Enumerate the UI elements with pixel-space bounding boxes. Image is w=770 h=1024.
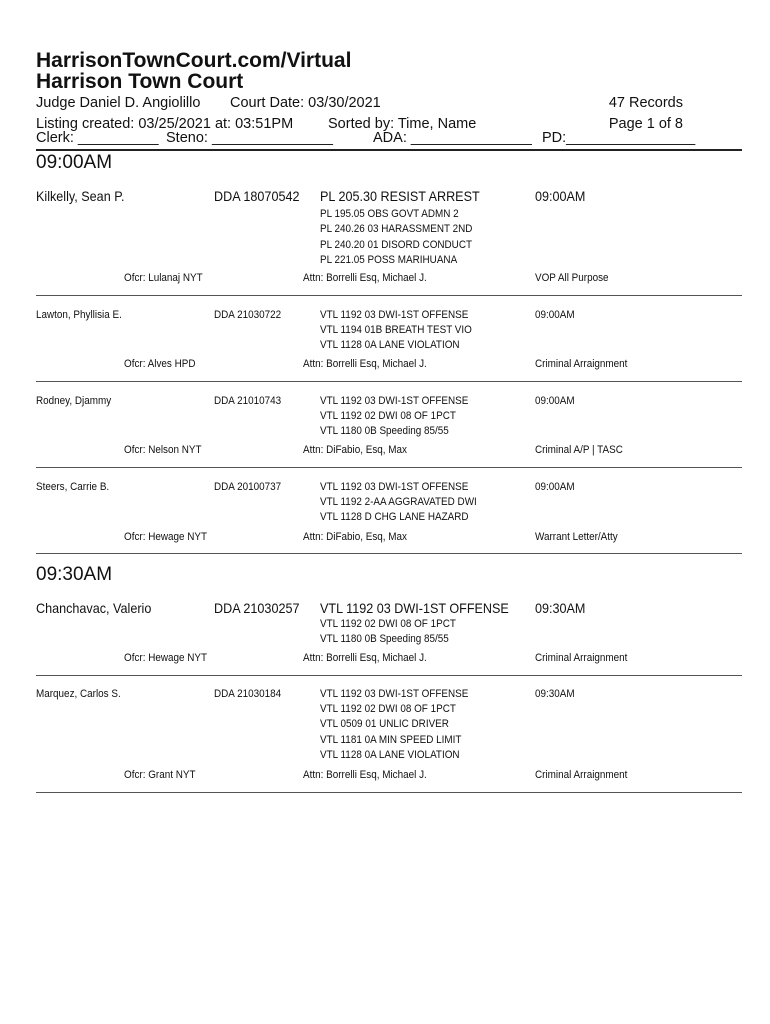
attorney: Attn: DiFabio, Esq, Max — [303, 531, 407, 543]
section-divider — [36, 553, 742, 554]
charge-line: PL 240.20 01 DISORD CONDUCT — [320, 238, 473, 251]
appearance-purpose: Criminal Arraignment — [535, 652, 628, 664]
docket-number: DDA 18070542 — [214, 188, 300, 204]
charge-list — [320, 409, 456, 440]
charge-line: VTL 1192 02 DWI 08 OF 1PCT — [320, 410, 456, 422]
charge-line: VTL 1181 0A MIN SPEED LIMIT — [320, 733, 462, 746]
officer: Ofcr: Lulanaj NYT — [124, 272, 203, 284]
charge-line: PL 221.05 POSS MARIHUANA — [320, 254, 458, 267]
charge-line: VTL 1192 02 DWI 08 OF 1PCT — [320, 703, 456, 715]
steno-field: Steno: _______________ — [166, 130, 333, 146]
appearance-purpose: Criminal Arraignment — [535, 769, 628, 781]
case-time: 09:00AM — [535, 481, 575, 493]
appearance-purpose: Criminal A/P | TASC — [535, 444, 623, 456]
case-time: 09:30AM — [535, 688, 575, 700]
charge-line: VTL 1128 D CHG LANE HAZARD — [320, 511, 469, 524]
charge-line: VTL 1192 2-AA AGGRAVATED DWI — [320, 496, 477, 508]
primary-charge: VTL 1192 03 DWI-1ST OFFENSE — [320, 309, 469, 321]
officer: Ofcr: Hewage NYT — [124, 531, 208, 543]
docket-number: DDA 21030722 — [214, 309, 282, 321]
officer: Ofcr: Alves HPD — [124, 358, 196, 370]
charge-line: VTL 1180 0B Speeding 85/55 — [320, 633, 449, 646]
defendant-name: Rodney, Djammy — [36, 395, 112, 407]
attorney: Attn: Borrelli Esq, Michael J. — [303, 272, 427, 284]
case-divider — [36, 295, 742, 296]
defendant-name: Lawton, Phyllisia E. — [36, 309, 122, 321]
docket-number: DDA 21030257 — [214, 600, 300, 616]
officer: Ofcr: Grant NYT — [124, 769, 196, 781]
primary-charge: VTL 1192 03 DWI-1ST OFFENSE — [320, 481, 469, 493]
defendant-name: Chanchavac, Valerio — [36, 600, 152, 616]
court-title: Harrison Town Court — [36, 70, 244, 93]
docket-number: DDA 20100737 — [214, 481, 282, 493]
primary-charge: VTL 1192 03 DWI-1ST OFFENSE — [320, 688, 469, 700]
ada-field: ADA: _______________ — [373, 130, 532, 146]
attorney: Attn: Borrelli Esq, Michael J. — [303, 358, 427, 370]
charge-line: VTL 1192 02 DWI 08 OF 1PCT — [320, 618, 456, 630]
charge-line: PL 240.26 03 HARASSMENT 2ND — [320, 223, 473, 236]
sort-order: Sorted by: Time, Name — [328, 116, 477, 132]
appearance-purpose: VOP All Purpose — [535, 272, 609, 284]
case-divider — [36, 467, 742, 468]
charge-line: PL 195.05 OBS GOVT ADMN 2 — [320, 208, 459, 220]
header-divider — [36, 149, 742, 151]
clerk-field: Clerk: __________ — [36, 130, 159, 146]
attorney: Attn: Borrelli Esq, Michael J. — [303, 652, 427, 664]
appearance-purpose: Warrant Letter/Atty — [535, 531, 618, 543]
court-date: Court Date: 03/30/2021 — [230, 95, 381, 111]
charge-list — [320, 702, 461, 764]
case-time: 09:00AM — [535, 395, 575, 407]
docket-number: DDA 21030184 — [214, 688, 282, 700]
case-divider — [36, 381, 742, 382]
charge-line: VTL 0509 01 UNLIC DRIVER — [320, 718, 449, 731]
charge-line: VTL 1194 01B BREATH TEST VIO — [320, 324, 472, 336]
attorney: Attn: Borrelli Esq, Michael J. — [303, 769, 427, 781]
case-time: 09:00AM — [535, 309, 575, 321]
time-slot-heading: 09:30AM — [36, 564, 113, 585]
case-divider — [36, 675, 742, 676]
defendant-name: Marquez, Carlos S. — [36, 688, 121, 700]
docket-number: DDA 21010743 — [214, 395, 282, 407]
page-number: Page 1 of 8 — [608, 116, 683, 132]
officer: Ofcr: Hewage NYT — [124, 652, 208, 664]
listing-created: Listing created: 03/25/2021 at: 03:51PM — [36, 116, 294, 132]
pd-field: PD:________________ — [542, 130, 696, 146]
defendant-name: Kilkelly, Sean P. — [36, 188, 125, 204]
case-divider — [36, 792, 742, 793]
charge-list — [320, 323, 472, 354]
primary-charge: VTL 1192 03 DWI-1ST OFFENSE — [320, 395, 469, 407]
primary-charge: VTL 1192 03 DWI-1ST OFFENSE — [320, 600, 509, 616]
appearance-purpose: Criminal Arraignment — [535, 358, 628, 370]
charge-line: VTL 1128 0A LANE VIOLATION — [320, 749, 460, 762]
judge-name: Judge Daniel D. Angiolillo — [36, 95, 201, 111]
primary-charge: PL 205.30 RESIST ARREST — [320, 188, 480, 204]
charge-line: VTL 1180 0B Speeding 85/55 — [320, 425, 449, 438]
charge-list — [320, 207, 472, 269]
time-slot-heading: 09:00AM — [36, 152, 113, 173]
attorney: Attn: DiFabio, Esq, Max — [303, 444, 407, 456]
defendant-name: Steers, Carrie B. — [36, 481, 110, 493]
charge-line: VTL 1128 0A LANE VIOLATION — [320, 339, 460, 352]
site-title: HarrisonTownCourt.com/Virtual — [36, 49, 352, 72]
case-time: 09:30AM — [535, 600, 586, 616]
charge-list — [320, 617, 456, 648]
charge-list — [320, 495, 477, 526]
officer: Ofcr: Nelson NYT — [124, 444, 202, 456]
case-time: 09:00AM — [535, 188, 586, 204]
record-count: 47 Records — [608, 95, 683, 111]
